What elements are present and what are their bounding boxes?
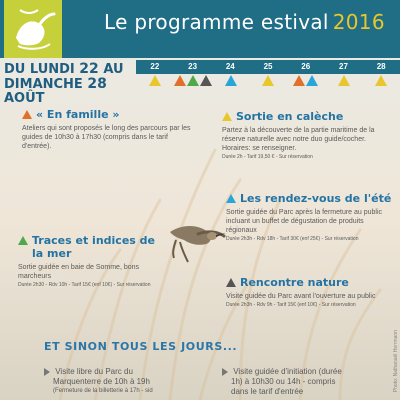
orange-triangle-icon	[293, 75, 305, 86]
orange-triangle-icon	[174, 75, 186, 86]
day-marker-column	[174, 75, 212, 89]
also-heading: ET SINON TOUS LES JOURS...	[44, 340, 238, 353]
header-bar	[0, 0, 400, 58]
section-body: Sortie guidée en baie de Somme, bons marcheurs	[18, 264, 140, 280]
section-meta: Durée 2h3h - Rdv 18h - Tarif 30€ (enf 25€) - Sur réservation	[226, 236, 359, 242]
yellow-triangle-icon	[338, 75, 350, 86]
date-day-2: 28	[87, 76, 107, 92]
yellow-triangle-icon	[375, 75, 387, 86]
yellow-triangle-icon	[262, 75, 274, 86]
title-year: 2016	[332, 10, 385, 34]
dark-triangle-icon	[200, 75, 212, 86]
date-day-1: 22	[79, 61, 99, 77]
date-range	[4, 62, 134, 106]
logo	[4, 0, 62, 58]
section-caleche	[222, 110, 392, 161]
bullet-icon	[44, 368, 50, 376]
day-marker-column	[136, 75, 174, 89]
also-item-visite-libre	[44, 364, 214, 395]
yellow-triangle-icon	[222, 112, 232, 121]
cyan-triangle-icon	[226, 194, 236, 203]
date-suffix-2: AOÛT	[4, 91, 45, 106]
section-rencontre-nature	[226, 276, 394, 309]
orange-triangle-icon	[22, 110, 32, 119]
section-meta: Durée 2h3h - Rdv 9h - Tarif 15€ (enf 10€) - Sur réservation	[226, 302, 356, 308]
photo-credit: Photo: Nathanaël Herrmann	[393, 330, 399, 393]
section-traces	[18, 234, 168, 289]
day-marker-column	[362, 75, 400, 89]
section-meta: Durée 2h30 - Rdv 10h - Tarif 15€ (enf 10€) - Sur réservation	[18, 282, 151, 288]
date-prefix-2: DIMANCHE	[4, 77, 83, 92]
dark-triangle-icon	[226, 278, 236, 287]
date-prefix-1: DU LUNDI	[4, 62, 75, 77]
green-triangle-icon	[18, 236, 28, 245]
item-line: Visite guidée d'initiation (durée	[233, 367, 342, 376]
section-body: Partez à la découverte de la partie maritime de la réserve naturelle avec notre duo guide/cocher. Horaires: se renseigner.	[222, 127, 375, 152]
bird-photo	[168, 218, 228, 264]
section-title: « En famille »	[36, 108, 120, 121]
section-body: Ateliers qui sont proposés le long des parcours par les guides de 10h30 à 17h30 (compris dans le tarif d'entrée).	[22, 125, 191, 150]
item-line: Marquenterre de 10h à 19h	[53, 377, 150, 386]
day-22: 22	[150, 62, 160, 71]
day-23: 23	[188, 62, 198, 71]
day-activity-markers	[136, 75, 400, 89]
date-suffix-1: AU	[103, 62, 124, 77]
day-marker-column	[287, 75, 325, 89]
item-line: dans le tarif d'entrée	[231, 387, 304, 396]
section-body: Visite guidée du Parc avant l'ouverture au public	[226, 293, 376, 300]
cyan-triangle-icon	[306, 75, 318, 86]
day-24: 24	[225, 62, 235, 71]
item-line: 1h) à 10h30 ou 14h - compris	[231, 377, 336, 386]
bird-logo-icon	[4, 0, 62, 58]
day-marker-column	[249, 75, 287, 89]
day-strip	[136, 60, 400, 74]
item-line: (Fermeture de la billetterie à 17h - sid	[53, 388, 153, 394]
cyan-triangle-icon	[225, 75, 237, 86]
section-en-famille	[22, 108, 192, 151]
day-25: 25	[263, 62, 273, 71]
also-item-visite-guidee	[222, 364, 392, 397]
section-title: Rencontre nature	[240, 276, 349, 289]
item-line: Visite libre du Parc du	[55, 367, 133, 376]
day-marker-column	[212, 75, 250, 89]
bullet-icon	[222, 368, 228, 376]
day-28: 28	[376, 62, 386, 71]
section-body: Sortie guidée du Parc après la fermeture au public incluant un buffet de dégustation de produits régionaux	[226, 209, 383, 234]
section-rendez-vous	[226, 192, 394, 243]
title-text: Le programme estival	[104, 10, 329, 34]
section-title: Traces et indices de la mer	[32, 234, 155, 260]
section-title: Les rendez-vous de l'été	[240, 192, 392, 205]
section-meta: Durée 2h - Tarif 19,50 € - Sur réservation	[222, 154, 313, 160]
day-26: 26	[301, 62, 311, 71]
yellow-triangle-icon	[149, 75, 161, 86]
green-triangle-icon	[187, 75, 199, 86]
day-marker-column	[325, 75, 363, 89]
day-27: 27	[339, 62, 348, 71]
section-title: Sortie en calèche	[236, 110, 344, 123]
page-title	[104, 10, 385, 34]
